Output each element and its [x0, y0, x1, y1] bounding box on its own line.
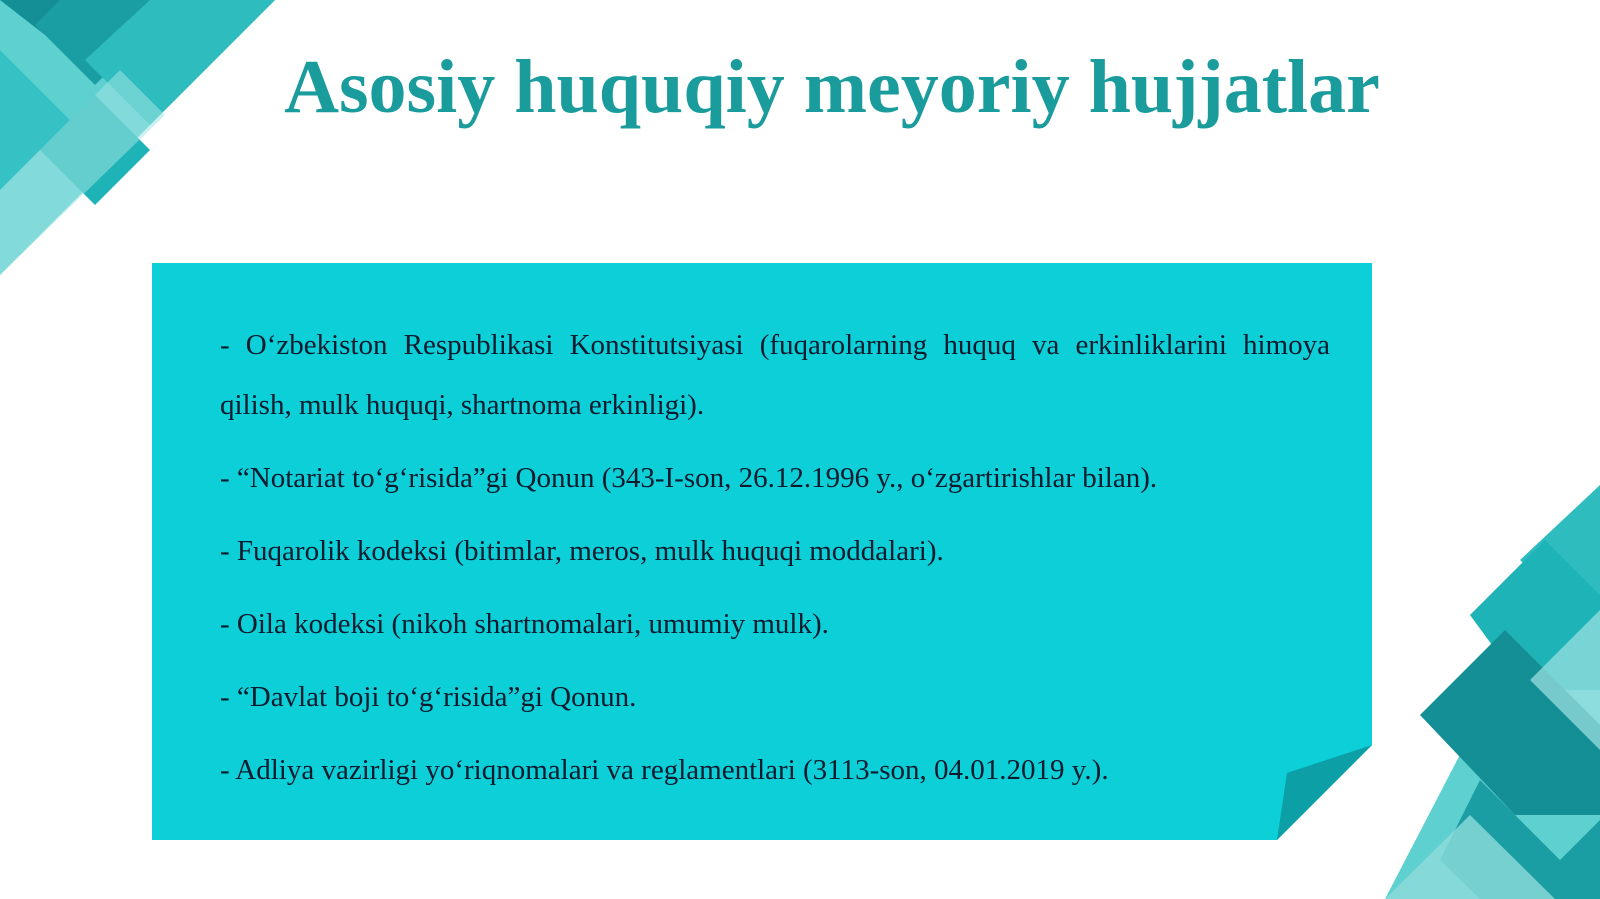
list-item: - Fuqarolik kodeksi (bitimlar, meros, mulk huquqi moddalari). [220, 535, 944, 567]
list-item: - O‘zbekiston Respublikasi Konstitutsiyasi (fuqarolarning huquq va erkinliklarini himoya qilish, mulk huquqi, shartnoma erkinligi). [220, 329, 1330, 421]
legal-documents-list [220, 315, 1330, 813]
content-card [152, 263, 1372, 840]
list-item: - “Notariat to‘g‘risida”gi Qonun (343-I-son, 26.12.1996 y., o‘zgartirishlar bilan). [220, 462, 1158, 494]
slide-title: Asosiy huquqiy meyoriy hujjatlar [284, 45, 1380, 129]
list-item: - “Davlat boji to‘g‘risida”gi Qonun. [220, 681, 637, 713]
list-item: - Adliya vazirligi yo‘riqnomalari va reglamentlari (3113-son, 04.01.2019 y.). [220, 754, 1109, 786]
list-item: - Oila kodeksi (nikoh shartnomalari, umumiy mulk). [220, 608, 829, 640]
bottom-right-corner-decoration [1385, 485, 1600, 899]
